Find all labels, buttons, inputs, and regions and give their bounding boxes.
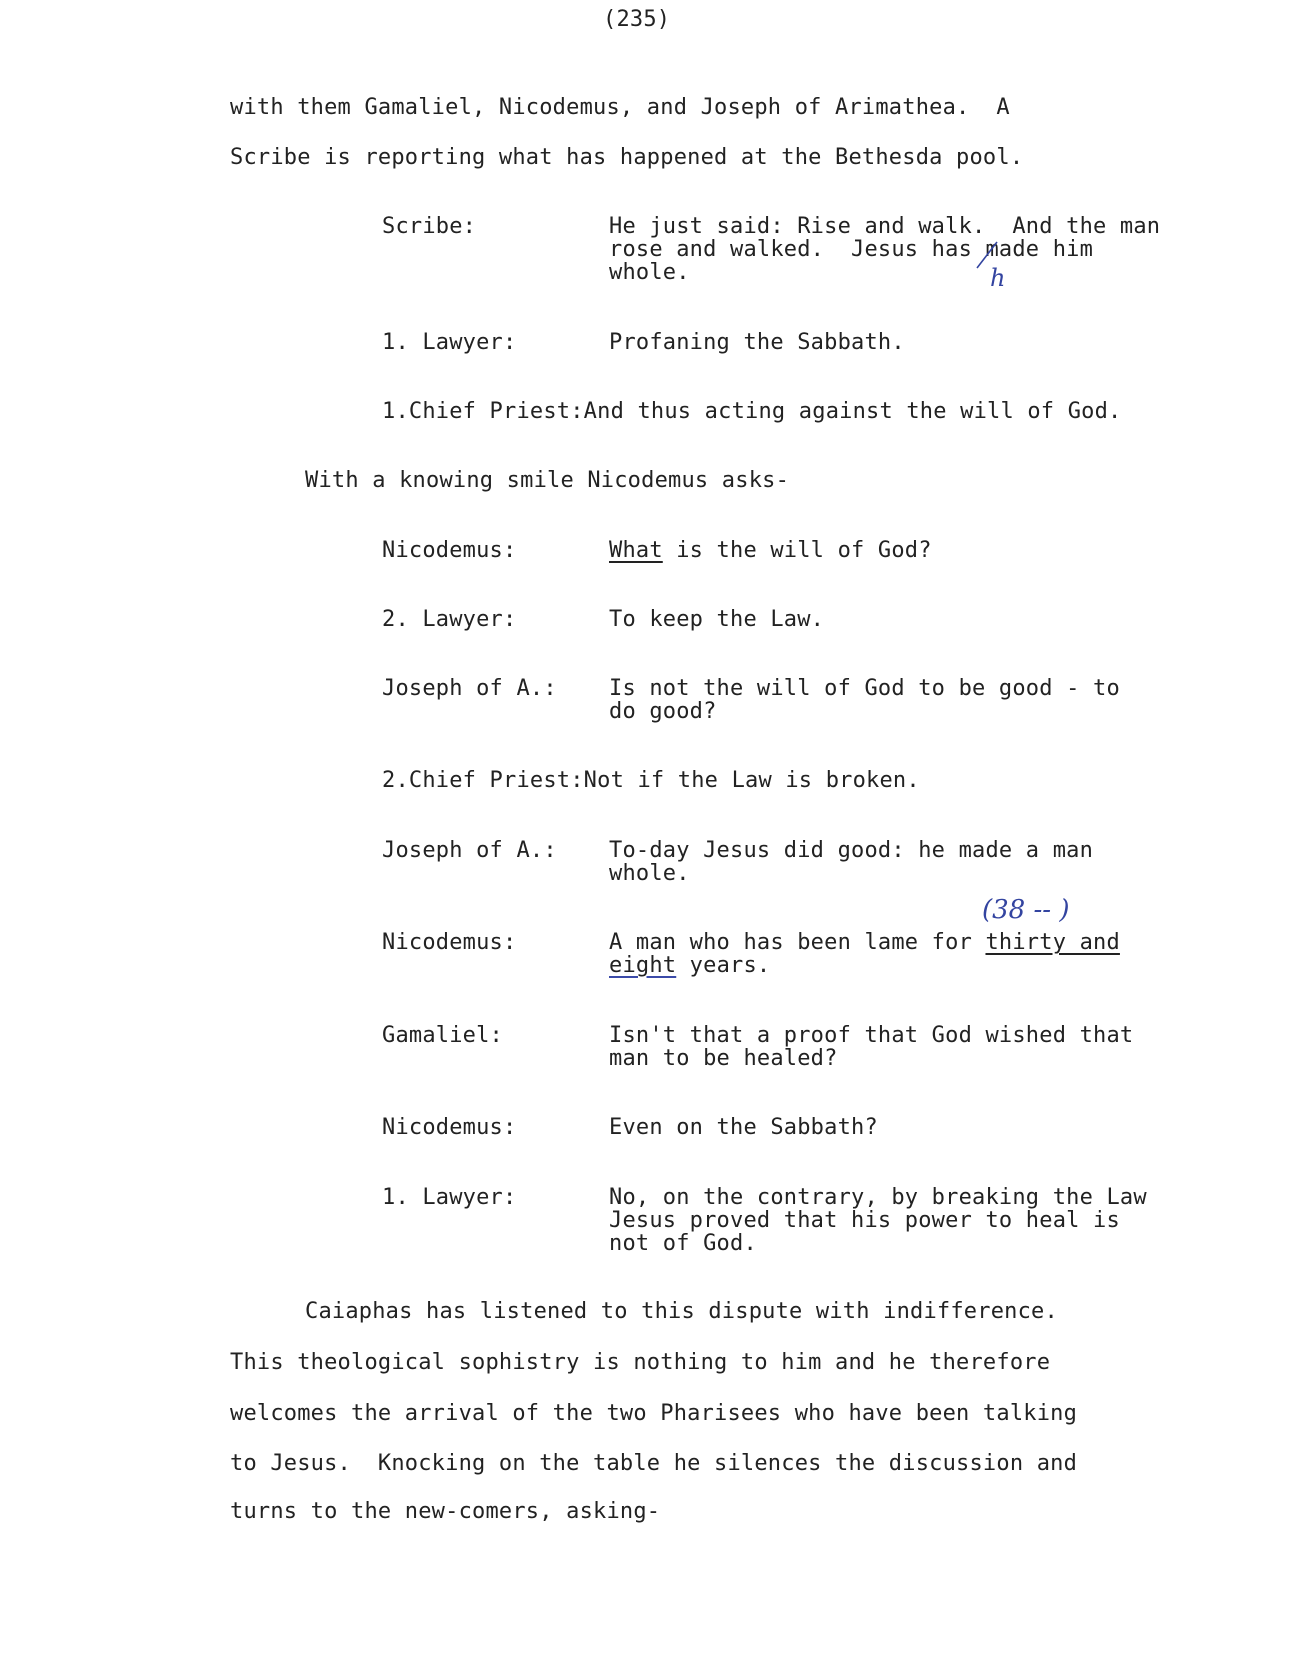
lawyer-1b-line-3: not of God. [609, 1231, 757, 1256]
intro-line-1: with them Gamaliel, Nicodemus, and Joseph of Arimathea. A [230, 95, 1010, 120]
speaker-gamaliel: Gamaliel: [382, 1023, 504, 1048]
gamaliel-line-2: man to be healed? [609, 1046, 838, 1071]
handwritten-note-38: (38 -- ) [982, 895, 1070, 925]
closing-line-5: turns to the new-comers, asking- [230, 1499, 661, 1524]
handwritten-h: h [990, 264, 1006, 292]
speaker-joseph: Joseph of A.: [382, 676, 557, 701]
speaker-nicodemus: Nicodemus: [382, 538, 517, 563]
underlined-word: What [609, 538, 663, 563]
nicodemus-2-line-2 [609, 954, 770, 978]
closing-line-4: to Jesus. Knocking on the table he silences the discussion and [230, 1451, 1078, 1476]
scribe-line-2: rose and walked. Jesus has made him [609, 237, 1094, 262]
speaker-nicodemus-2: Nicodemus: [382, 930, 517, 955]
speaker-lawyer-2: 2. Lawyer: [382, 607, 517, 632]
lawyer-1b-line-1: No, on the contrary, by breaking the Law [609, 1185, 1147, 1210]
scribe-line-3: whole. [609, 260, 690, 285]
nicodemus-3-line: Even on the Sabbath? [609, 1115, 878, 1140]
lawyer-2-line: To keep the Law. [609, 607, 825, 632]
underlined-thirty-and: thirty and [985, 930, 1120, 955]
closing-line-2: This theological sophistry is nothing to him and he therefore [230, 1350, 1051, 1375]
chief-priest-1-line: 1.Chief Priest:And thus acting against the will of God. [382, 399, 1122, 424]
page-number: (235) [603, 7, 671, 32]
nicodemus-line-rest: is the will of God? [662, 538, 932, 563]
gamaliel-line-1: Isn't that a proof that God wished that [609, 1023, 1134, 1048]
chief-priest-2-line: 2.Chief Priest:Not if the Law is broken. [382, 768, 920, 793]
speaker-lawyer-1b: 1. Lawyer: [382, 1185, 517, 1210]
nicodemus-line [609, 539, 932, 563]
closing-line-3: welcomes the arrival of the two Pharisees who have been talking [230, 1401, 1078, 1426]
speaker-nicodemus-3: Nicodemus: [382, 1115, 517, 1140]
scribe-line-1: He just said: Rise and walk. And the man [609, 214, 1161, 239]
joseph-2-line-1: To-day Jesus did good: he made a man [609, 838, 1094, 863]
closing-line-1: Caiaphas has listened to this dispute with indifference. [305, 1299, 1058, 1324]
nicodemus-2-line-2-post: years. [676, 953, 771, 978]
lawyer-1b-line-2: Jesus proved that his power to heal is [609, 1208, 1120, 1233]
nicodemus-2-line-1 [609, 931, 1120, 955]
speaker-scribe: Scribe: [382, 214, 477, 239]
joseph-line-2: do good? [609, 699, 717, 724]
nicodemus-2-line-1-pre: A man who has been lame for [609, 930, 986, 955]
stage-direction: With a knowing smile Nicodemus asks- [305, 468, 790, 493]
intro-line-2: Scribe is reporting what has happened at the Bethesda pool. [230, 145, 1024, 170]
speaker-joseph-2: Joseph of A.: [382, 838, 557, 863]
joseph-line-1: Is not the will of God to be good - to [609, 676, 1120, 701]
speaker-lawyer-1: 1. Lawyer: [382, 330, 517, 355]
joseph-2-line-2: whole. [609, 861, 690, 886]
underlined-eight: eight [609, 953, 677, 978]
lawyer-1-line: Profaning the Sabbath. [609, 330, 905, 355]
